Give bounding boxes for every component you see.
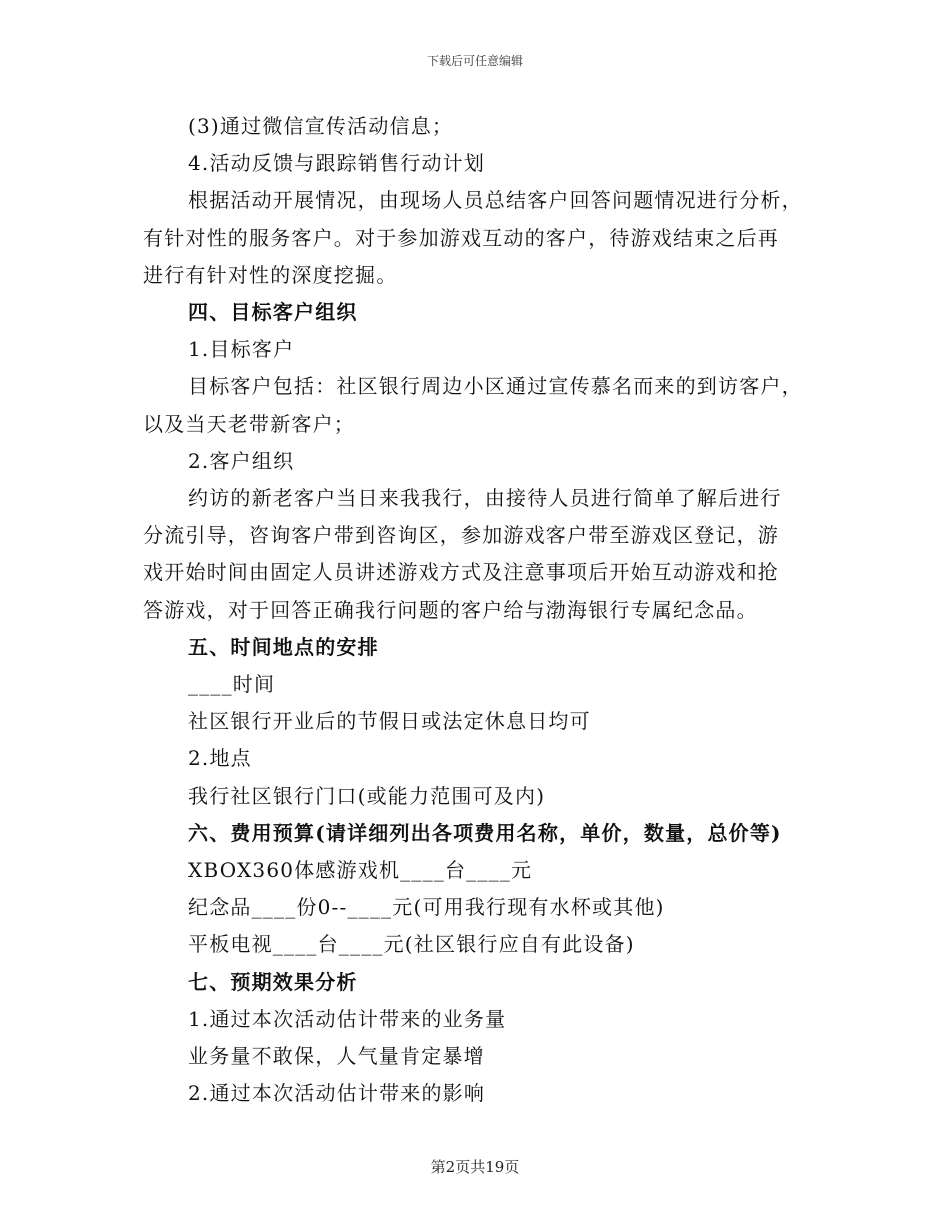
paragraph-line: 约访的新老客户当日来我我行，由接待人员进行简单了解后进行 (188, 486, 782, 511)
page-header: 下载后可任意编辑 (426, 54, 523, 68)
budget-item: 平板电视____台____元(社区银行应自有此设备) (188, 932, 635, 957)
paragraph-line: 业务量不敢保，人气量肯定暴增 (188, 1044, 485, 1069)
section-heading: 七、预期效果分析 (188, 969, 358, 994)
subsection-heading: 1.目标客户 (188, 337, 295, 362)
budget-item: 纪念品____份0--____元(可用我行现有水杯或其他) (188, 895, 665, 920)
subsection-heading: ____时间 (188, 672, 276, 697)
paragraph-line: 根据活动开展情况，由现场人员总结客户回答问题情况进行分析， (188, 188, 803, 213)
document-body (143, 108, 823, 1112)
paragraph-line: 戏开始时间由固定人员讲述游戏方式及注意事项后开始互动游戏和抢 (143, 560, 779, 585)
paragraph-line: 4.活动反馈与跟踪销售行动计划 (188, 151, 486, 176)
paragraph-line: 社区银行开业后的节假日或法定休息日均可 (188, 709, 591, 734)
page-footer: 第2页共19页 (430, 1158, 520, 1176)
section-heading: 四、目标客户组织 (188, 300, 358, 325)
section-heading: 五、时间地点的安排 (188, 634, 379, 659)
paragraph-line: 我行社区银行门口(或能力范围可及内) (188, 783, 546, 808)
subsection-heading: 2.客户组织 (188, 448, 295, 473)
paragraph-line: 目标客户包括：社区银行周边小区通过宣传慕名而来的到访客户， (188, 374, 803, 399)
paragraph-line: 进行有针对性的深度挖掘。 (143, 262, 398, 287)
paragraph-line: 以及当天老带新客户； (143, 411, 355, 436)
subsection-heading: 2.地点 (188, 746, 252, 771)
paragraph-line: (3)通过微信宣传活动信息； (188, 114, 454, 138)
subsection-heading: 2.通过本次活动估计带来的影响 (188, 1081, 486, 1106)
paragraph-line: 分流引导，咨询客户带到咨询区，参加游戏客户带至游戏区登记，游 (143, 523, 779, 548)
subsection-heading: 1.通过本次活动估计带来的业务量 (188, 1006, 507, 1031)
paragraph-line: 答游戏，对于回答正确我行问题的客户给与渤海银行专属纪念品。 (143, 597, 758, 622)
paragraph-line: 有针对性的服务客户。对于参加游戏互动的客户，待游戏结束之后再 (143, 225, 779, 250)
budget-item: XBOX360体感游戏机____台____元 (188, 858, 533, 883)
section-heading: 六、费用预算(请详细列出各项费用名称，单价，数量，总价等) (188, 820, 782, 845)
